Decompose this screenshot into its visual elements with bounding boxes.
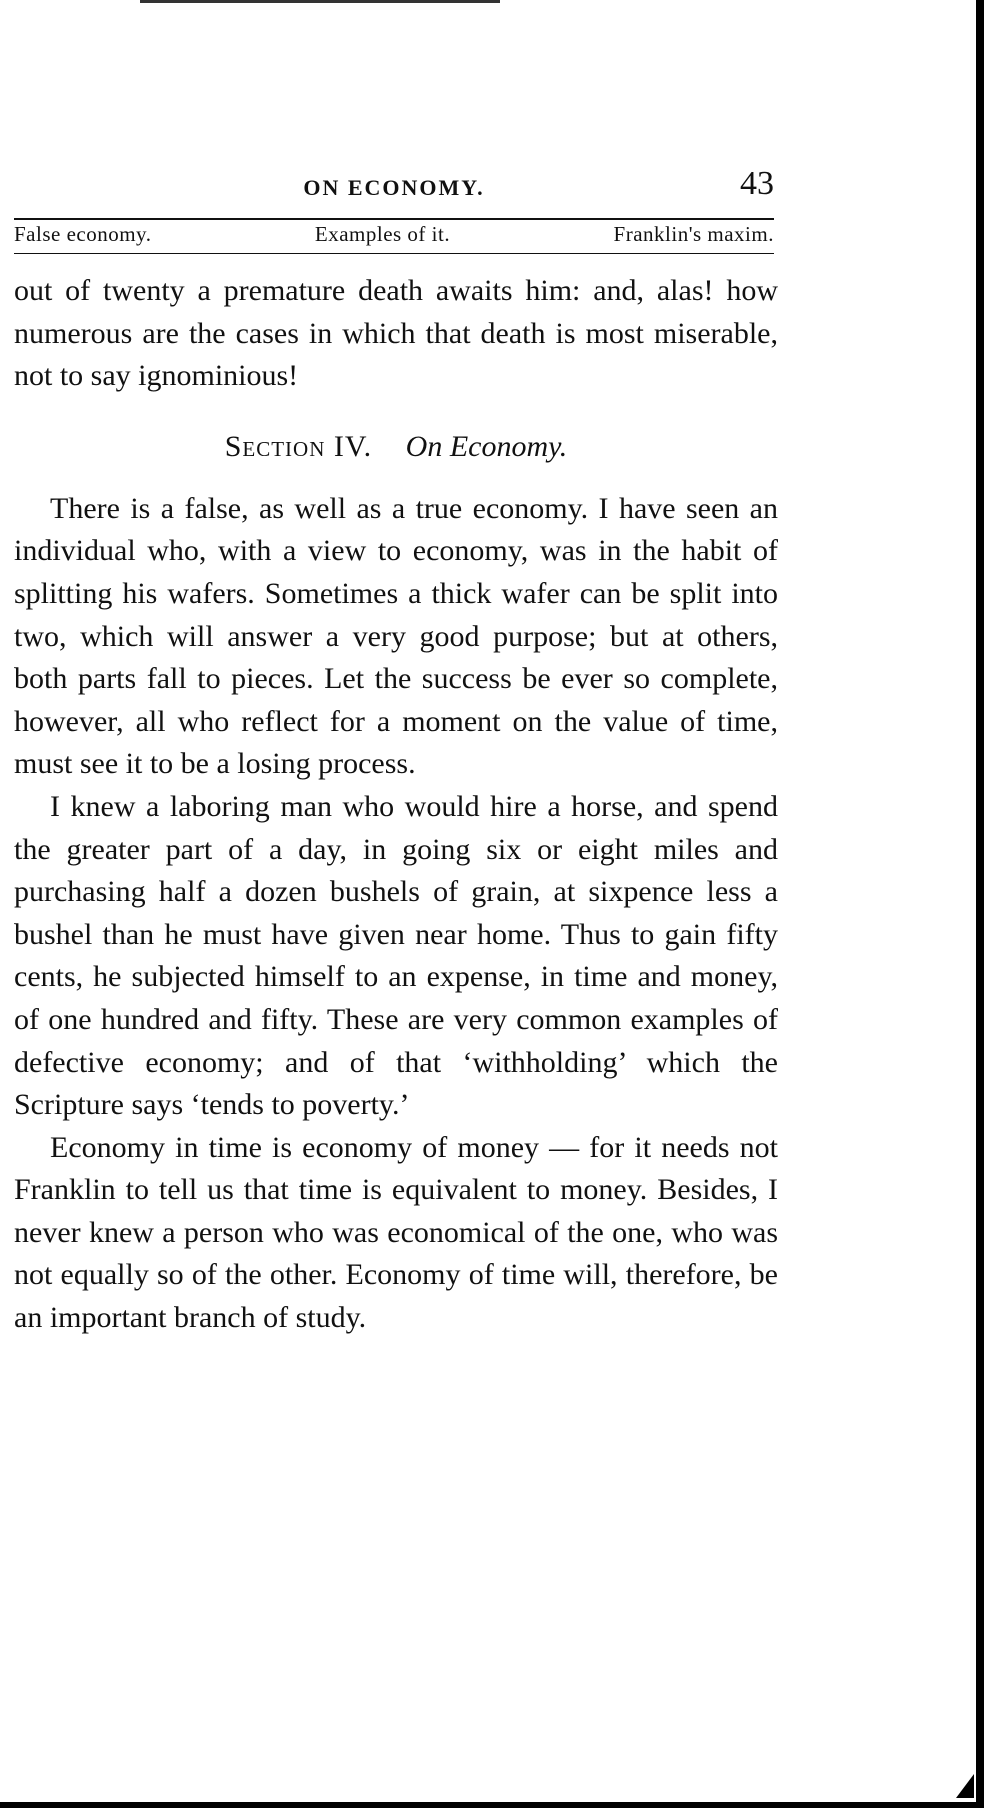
paragraph-economy-of-time: Economy in time is economy of money — for it needs not Franklin to tell us that time is equivalent to money. Besides, I never knew a person who was economical of the one, who was not equally so of the other. Economy of time will, therefore, be an important branch of study. bbox=[14, 1130, 778, 1335]
scan-edge-right bbox=[976, 0, 984, 1808]
continuation-paragraph: out of twenty a premature death awaits him: and, alas! how numerous are the cases in which that death is most miserable, not to say ignominious! bbox=[14, 274, 778, 393]
page-header bbox=[14, 165, 774, 211]
paragraph-false-economy: There is a false, as well as a true economy. I have seen an individual who, with a view to economy, was in the habit of splitting his wafers. Sometimes a thick wafer can be split into two, which will answer a very good purpose; but at others, both parts fall to pieces. Let the success be ever so complete, however, all who reflect for a moment on the value of time, must see it to be a losing process. bbox=[14, 491, 778, 781]
section-label: Section IV. bbox=[224, 429, 373, 463]
running-title: ON ECONOMY. bbox=[303, 175, 485, 200]
page-number: 43 bbox=[740, 165, 774, 202]
subhead-false-economy: False economy. bbox=[14, 222, 152, 246]
subhead-examples: Examples of it. bbox=[314, 222, 451, 246]
section-heading bbox=[14, 426, 778, 468]
header-rule-bottom bbox=[14, 253, 774, 254]
paragraph-laboring-man: I knew a laboring man who would hire a horse, and spend the greater part of a day, in going six or eight miles and purchasing half a dozen bushels of grain, at sixpence less a bushel than he must have given near home. Thus to gain fifty cents, he subjected himself to an expense, in time and money, of one hundred and fifty. These are very common examples of defective economy; and of that ‘withholding’ which the Scripture says ‘tends to poverty.’ bbox=[14, 789, 778, 1122]
marginal-subheads bbox=[14, 222, 774, 252]
page-corner-mark bbox=[956, 1774, 974, 1798]
header-rule-top bbox=[14, 218, 774, 220]
scan-edge-top bbox=[140, 0, 500, 3]
page-body bbox=[14, 270, 778, 1340]
section-title: On Economy. bbox=[405, 429, 568, 463]
subhead-franklin-maxim: Franklin's maxim. bbox=[613, 222, 774, 246]
scan-edge-bottom bbox=[0, 1802, 984, 1808]
